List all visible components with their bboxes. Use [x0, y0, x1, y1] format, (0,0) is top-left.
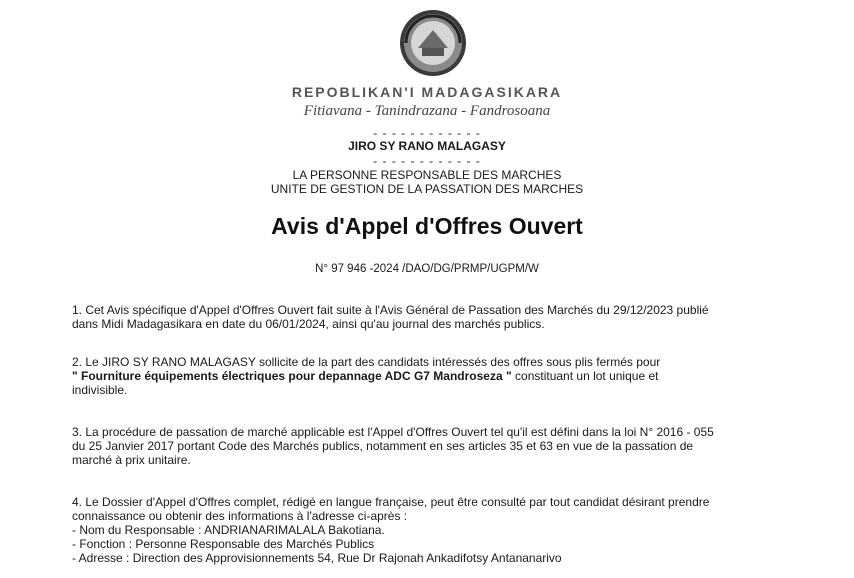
- paragraph-line: indivisible.: [72, 383, 128, 397]
- paragraph-line: [72, 369, 787, 383]
- republic-seal: [398, 8, 468, 78]
- national-motto: Fitiavana - Tanindrazana - Fandrosoana: [303, 103, 551, 119]
- paragraph-2: [72, 355, 787, 397]
- paragraph-line: 2. Le JIRO SY RANO MALAGASY sollicite de la part des candidats intéressés des offres sous plis fermés pour: [72, 355, 661, 369]
- paragraph-line: dans Midi Madagasikara en date du 06/01/2024, ainsi qu'au journal des marchés publics.: [72, 317, 545, 331]
- management-unit: UNITE DE GESTION DE LA PASSATION DES MARCHES: [270, 182, 584, 196]
- contact-address: - Adresse : Direction des Approvisionnements 54, Rue Dr Rajonah Ankadifotsy Antananarivo: [72, 551, 562, 565]
- separator-top: - - - - - - - - - - - -: [373, 126, 481, 140]
- paragraph-line: 3. La procédure de passation de marché applicable est l'Appel d'Offres Ouvert tel qu'il est défini dans la loi N° 2016 - 055: [72, 425, 714, 439]
- organization-name: JIRO SY RANO MALAGASY: [348, 139, 506, 153]
- republic-name: REPOBLIKAN'I MADAGASIKARA: [291, 84, 563, 100]
- paragraph-4: [72, 495, 787, 565]
- contact-name: - Nom du Responsable : ANDRIANARIMALALA Bakotiana.: [72, 523, 385, 537]
- separator-bottom: - - - - - - - - - - - -: [373, 154, 481, 168]
- paragraph-line: 4. Le Dossier d'Appel d'Offres complet, rédigé en langue française, peut être consulté par tout candidat désirant prendre: [72, 495, 710, 509]
- paragraph-line: 1. Cet Avis spécifique d'Appel d'Offres Ouvert fait suite à l'Avis Général de Passation des Marchés du 29/12/2023 publié: [72, 303, 709, 317]
- reference-number: N° 97 946 -2024 /DAO/DG/PRMP/UGPM/W: [315, 263, 539, 275]
- tender-subject: " Fourniture équipements électriques pour depannage ADC G7 Mandroseza ": [72, 369, 512, 383]
- paragraph-3: [72, 425, 787, 467]
- tender-subject-suffix: constituant un lot unique et: [511, 369, 659, 383]
- responsible-person: LA PERSONNE RESPONSABLE DES MARCHES: [292, 168, 562, 182]
- contact-function: - Fonction : Personne Responsable des Marchés Publics: [72, 537, 375, 551]
- paragraph-1: [72, 303, 787, 331]
- paragraph-line: du 25 Janvier 2017 portant Code des Marchés publics, notamment en ses articles 35 et 63 en vue de la passation de: [72, 439, 694, 453]
- document-title: Avis d'Appel d'Offres Ouvert: [271, 213, 583, 239]
- paragraph-line: marché à prix unitaire.: [72, 453, 191, 467]
- paragraph-line: connaissance ou obtenir des informations à l'adresse ci-après :: [72, 509, 408, 523]
